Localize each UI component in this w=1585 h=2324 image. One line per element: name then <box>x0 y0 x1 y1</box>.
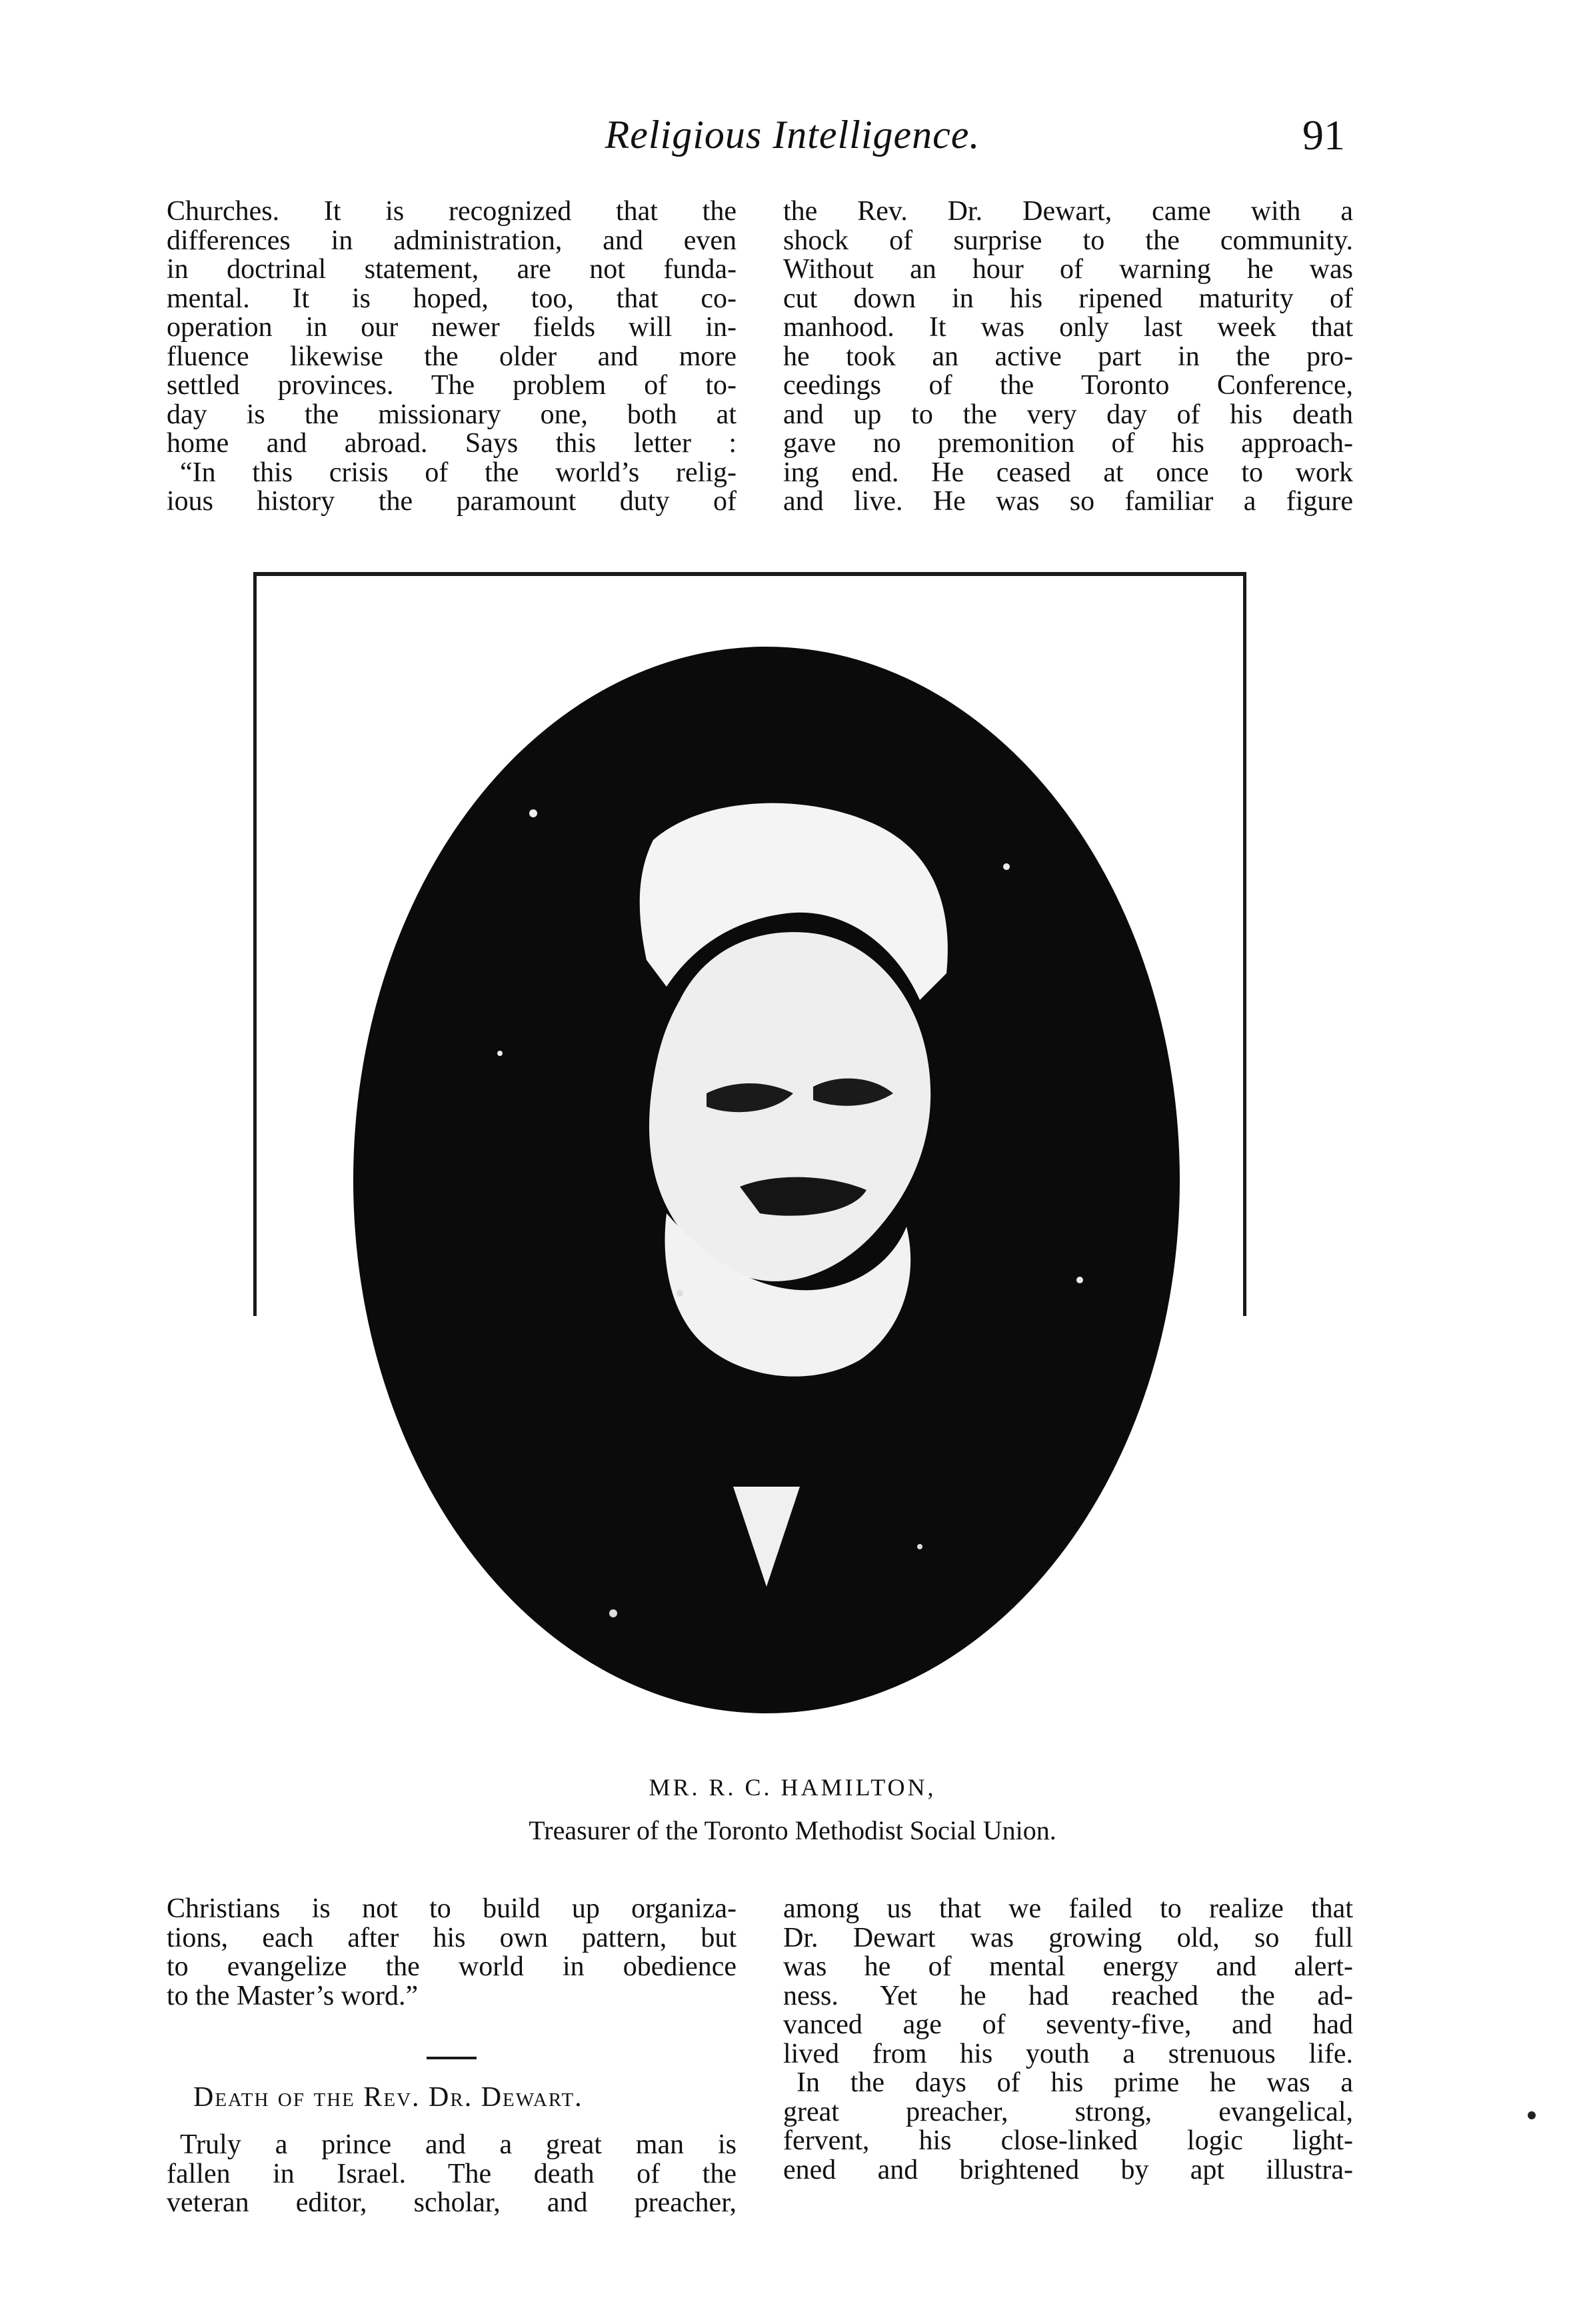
text-line: Without an hour of warning he was <box>783 254 1353 285</box>
running-header: Religious Intelligence. <box>605 113 980 157</box>
text-line: and up to the very day of his death <box>783 399 1353 430</box>
text-line: fluence likewise the older and more <box>167 341 737 372</box>
text-line: home and abroad. Says this letter : <box>167 428 737 459</box>
page-number: 91 <box>1302 111 1345 159</box>
text-line: ness. Yet he had reached the ad- <box>783 1980 1353 2011</box>
text-line: day is the missionary one, both at <box>167 399 737 430</box>
text-line: operation in our newer fields will in- <box>167 312 737 343</box>
portrait-photo <box>333 627 1266 1733</box>
bottom-right-column <box>783 1895 1353 2185</box>
text-line: gave no premonition of his approach- <box>783 428 1353 459</box>
text-line: manhood. It was only last week that <box>783 312 1353 343</box>
text-line: vanced age of seventy-five, and had <box>783 2009 1353 2040</box>
text-line: settled provinces. The problem of to- <box>167 370 737 401</box>
text-line: “In this crisis of the world’s relig- <box>180 457 737 488</box>
text-line: fallen in Israel. The death of the <box>167 2158 737 2189</box>
text-line: ious history the paramount duty of <box>167 486 737 517</box>
text-line: great preacher, strong, evangelical, <box>783 2096 1353 2127</box>
text-line: shock of surprise to the community. <box>783 225 1353 256</box>
portrait-caption-name: MR. R. C. HAMILTON, <box>649 1774 936 1801</box>
stray-ink-dot <box>1528 2111 1536 2119</box>
section-rule <box>427 2057 477 2059</box>
text-line: the Rev. Dr. Dewart, came with a <box>783 196 1353 227</box>
top-right-column <box>783 197 1353 517</box>
text-line: ened and brightened by apt illustra- <box>783 2154 1353 2185</box>
text-line: lived from his youth a strenuous life. <box>783 2038 1353 2069</box>
text-line: ing end. He ceased at once to work <box>783 457 1353 488</box>
text-line: fervent, his close-linked logic light- <box>783 2125 1353 2156</box>
text-line: ceedings of the Toronto Conference, <box>783 370 1353 401</box>
portrait-caption-description: Treasurer of the Toronto Methodist Social Union. <box>529 1815 1056 1845</box>
text-line: Dr. Dewart was growing old, so full <box>783 1922 1353 1953</box>
text-line: In the days of his prime he was a <box>796 2067 1353 2098</box>
text-line: to evangelize the world in obedience <box>167 1951 737 1982</box>
text-line: among us that we failed to realize that <box>783 1893 1353 1924</box>
text-line: mental. It is hoped, too, that co- <box>167 283 737 314</box>
text-line: he took an active part in the pro- <box>783 341 1353 372</box>
text-line: cut down in his ripened maturity of <box>783 283 1353 314</box>
text-line: was he of mental energy and alert- <box>783 1951 1353 1982</box>
text-line: differences in administration, and even <box>167 225 737 256</box>
text-line: Truly a prince and a great man is <box>180 2129 737 2160</box>
text-line: veteran editor, scholar, and preacher, <box>167 2187 737 2218</box>
text-line: tions, each after his own pattern, but <box>167 1922 737 1953</box>
text-line: in doctrinal statement, are not funda- <box>167 254 737 285</box>
section-heading: Death of the Rev. Dr. Dewart. <box>193 2082 583 2113</box>
section-body <box>167 2131 737 2218</box>
top-left-column <box>167 197 737 517</box>
bottom-left-column <box>167 1895 737 2011</box>
text-line: Churches. It is recognized that the <box>167 196 737 227</box>
text-line: to the Master’s word.” <box>167 1980 419 2011</box>
text-line: Christians is not to build up organiza- <box>167 1893 737 1924</box>
text-line: and live. He was so familiar a figure <box>783 486 1353 517</box>
